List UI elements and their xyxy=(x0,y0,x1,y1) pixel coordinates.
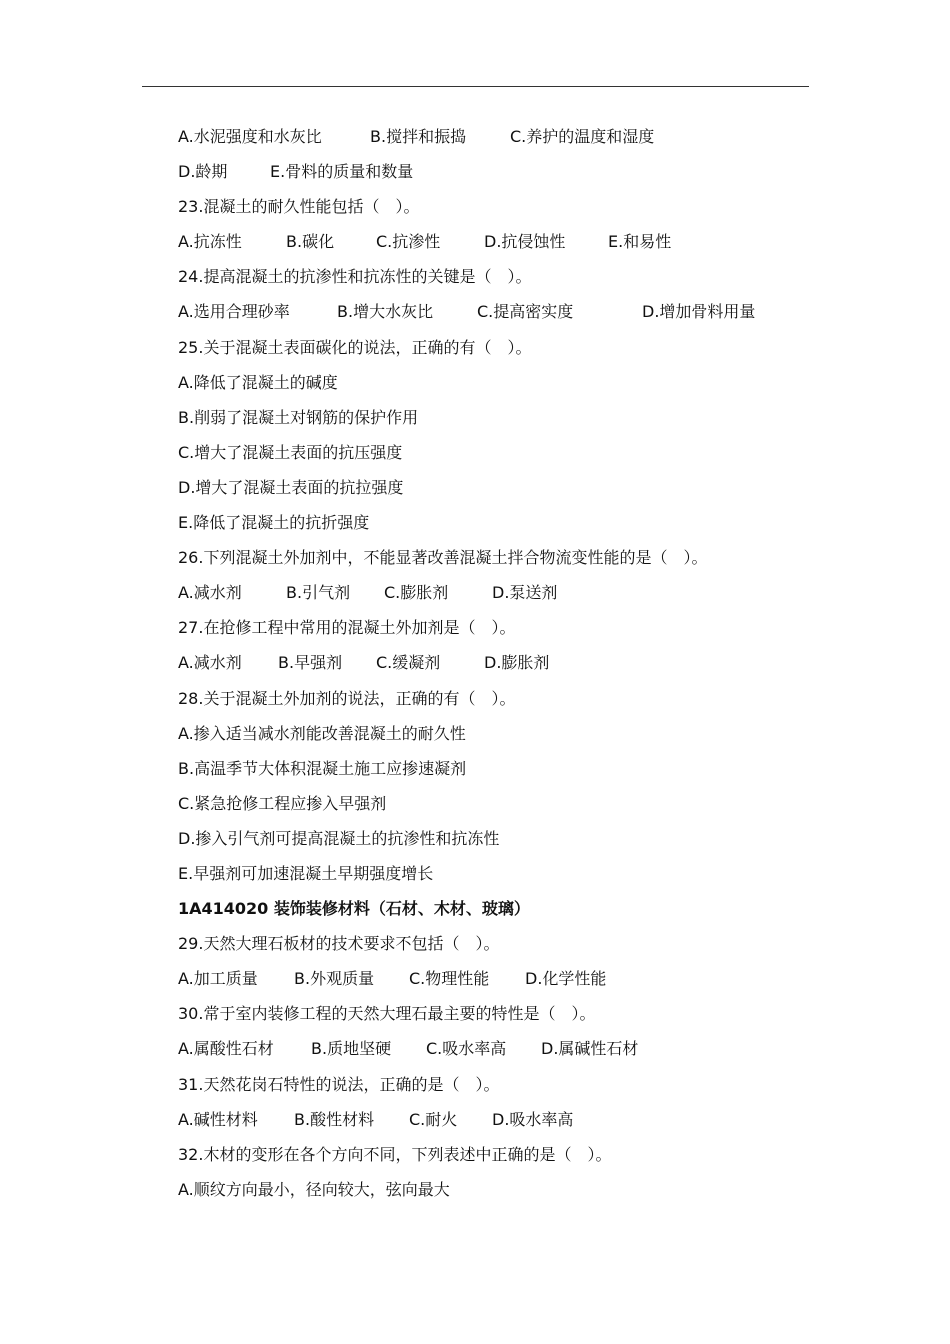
question-text: 29.天然大理石板材的技术要求不包括（ ）。 xyxy=(178,934,500,954)
answer-line: B.高温季节大体积混凝土施工应掺速凝剂 xyxy=(178,758,467,778)
question-text: 23.混凝土的耐久性能包括（ ）。 xyxy=(178,197,420,217)
question-text: 27.在抢修工程中常用的混凝土外加剂是（ ）。 xyxy=(178,618,516,638)
answer-line: C.紧急抢修工程应掺入早强剂 xyxy=(178,793,387,813)
answer-line: A.顺纹方向最小，径向较大，弦向最大 xyxy=(178,1179,450,1199)
option: B.酸性材料 xyxy=(294,1109,375,1129)
header-rule xyxy=(142,86,809,87)
option: D.属碱性石材 xyxy=(541,1039,639,1059)
option-row xyxy=(178,154,818,189)
option: B.引气剂 xyxy=(286,583,351,603)
option-row xyxy=(178,224,818,259)
answer-line: D.掺入引气剂可提高混凝土的抗渗性和抗冻性 xyxy=(178,828,500,848)
option: A.减水剂 xyxy=(178,653,242,673)
page-body xyxy=(178,119,818,1207)
option: B.增大水灰比 xyxy=(337,302,434,322)
option: C.耐火 xyxy=(409,1109,458,1129)
option: B.质地坚硬 xyxy=(311,1039,392,1059)
question-text: 26.下列混凝土外加剂中，不能显著改善混凝土拌合物流变性能的是（ ）。 xyxy=(178,548,708,568)
option-row xyxy=(178,1031,818,1066)
option: C.抗渗性 xyxy=(376,232,441,252)
option: D.抗侵蚀性 xyxy=(484,232,566,252)
answer-line: D.增大了混凝土表面的抗拉强度 xyxy=(178,477,404,497)
option: D.膨胀剂 xyxy=(484,653,550,673)
option: D.龄期 xyxy=(178,162,228,182)
option: A.水泥强度和水灰比 xyxy=(178,127,322,146)
option: D.化学性能 xyxy=(525,969,607,989)
option: B.早强剂 xyxy=(278,653,343,673)
option: D.吸水率高 xyxy=(492,1109,574,1129)
option: C.膨胀剂 xyxy=(384,583,449,603)
option: B.碳化 xyxy=(286,232,335,252)
option: E.和易性 xyxy=(608,232,672,252)
option-row xyxy=(178,575,818,610)
answer-line: E.降低了混凝土的抗折强度 xyxy=(178,513,370,533)
section-heading: 1A414020 装饰装修材料（石材、木材、玻璃） xyxy=(178,899,530,919)
option: D.增加骨料用量 xyxy=(642,302,756,322)
answer-line: A.降低了混凝土的碱度 xyxy=(178,372,338,392)
option: B.搅拌和振捣 xyxy=(370,127,467,146)
question-text: 25.关于混凝土表面碳化的说法，正确的有（ ）。 xyxy=(178,337,532,357)
option: A.加工质量 xyxy=(178,969,258,989)
option-row xyxy=(178,645,818,680)
option-row xyxy=(178,1102,818,1137)
option: C.吸水率高 xyxy=(426,1039,507,1059)
option: B.外观质量 xyxy=(294,969,375,989)
answer-line: A.掺入适当减水剂能改善混凝土的耐久性 xyxy=(178,723,466,743)
option: A.碱性材料 xyxy=(178,1109,258,1129)
option: A.选用合理砂率 xyxy=(178,302,290,322)
question-text: 30.常于室内装修工程的天然大理石最主要的特性是（ ）。 xyxy=(178,1004,596,1024)
option: D.泵送剂 xyxy=(492,583,558,603)
option: C.缓凝剂 xyxy=(376,653,441,673)
answer-line: C.增大了混凝土表面的抗压强度 xyxy=(178,442,403,462)
question-text: 31.天然花岗石特性的说法，正确的是（ ）。 xyxy=(178,1074,500,1094)
option: C.提高密实度 xyxy=(477,302,574,322)
answer-line: E.早强剂可加速混凝土早期强度增长 xyxy=(178,863,434,883)
option: C.养护的温度和湿度 xyxy=(510,127,655,146)
option: A.减水剂 xyxy=(178,583,242,603)
answer-line: B.削弱了混凝土对钢筋的保护作用 xyxy=(178,407,419,427)
option-row xyxy=(178,961,818,996)
option: A.抗冻性 xyxy=(178,232,242,252)
option: A.属酸性石材 xyxy=(178,1039,274,1059)
question-text: 28.关于混凝土外加剂的说法，正确的有（ ）。 xyxy=(178,688,516,708)
question-text: 32.木材的变形在各个方向不同，下列表述中正确的是（ ）。 xyxy=(178,1144,612,1164)
option: E.骨料的质量和数量 xyxy=(270,162,414,182)
option-row xyxy=(178,119,818,154)
option: C.物理性能 xyxy=(409,969,490,989)
question-text: 24.提高混凝土的抗渗性和抗冻性的关键是（ ）。 xyxy=(178,267,532,287)
option-row xyxy=(178,294,818,329)
